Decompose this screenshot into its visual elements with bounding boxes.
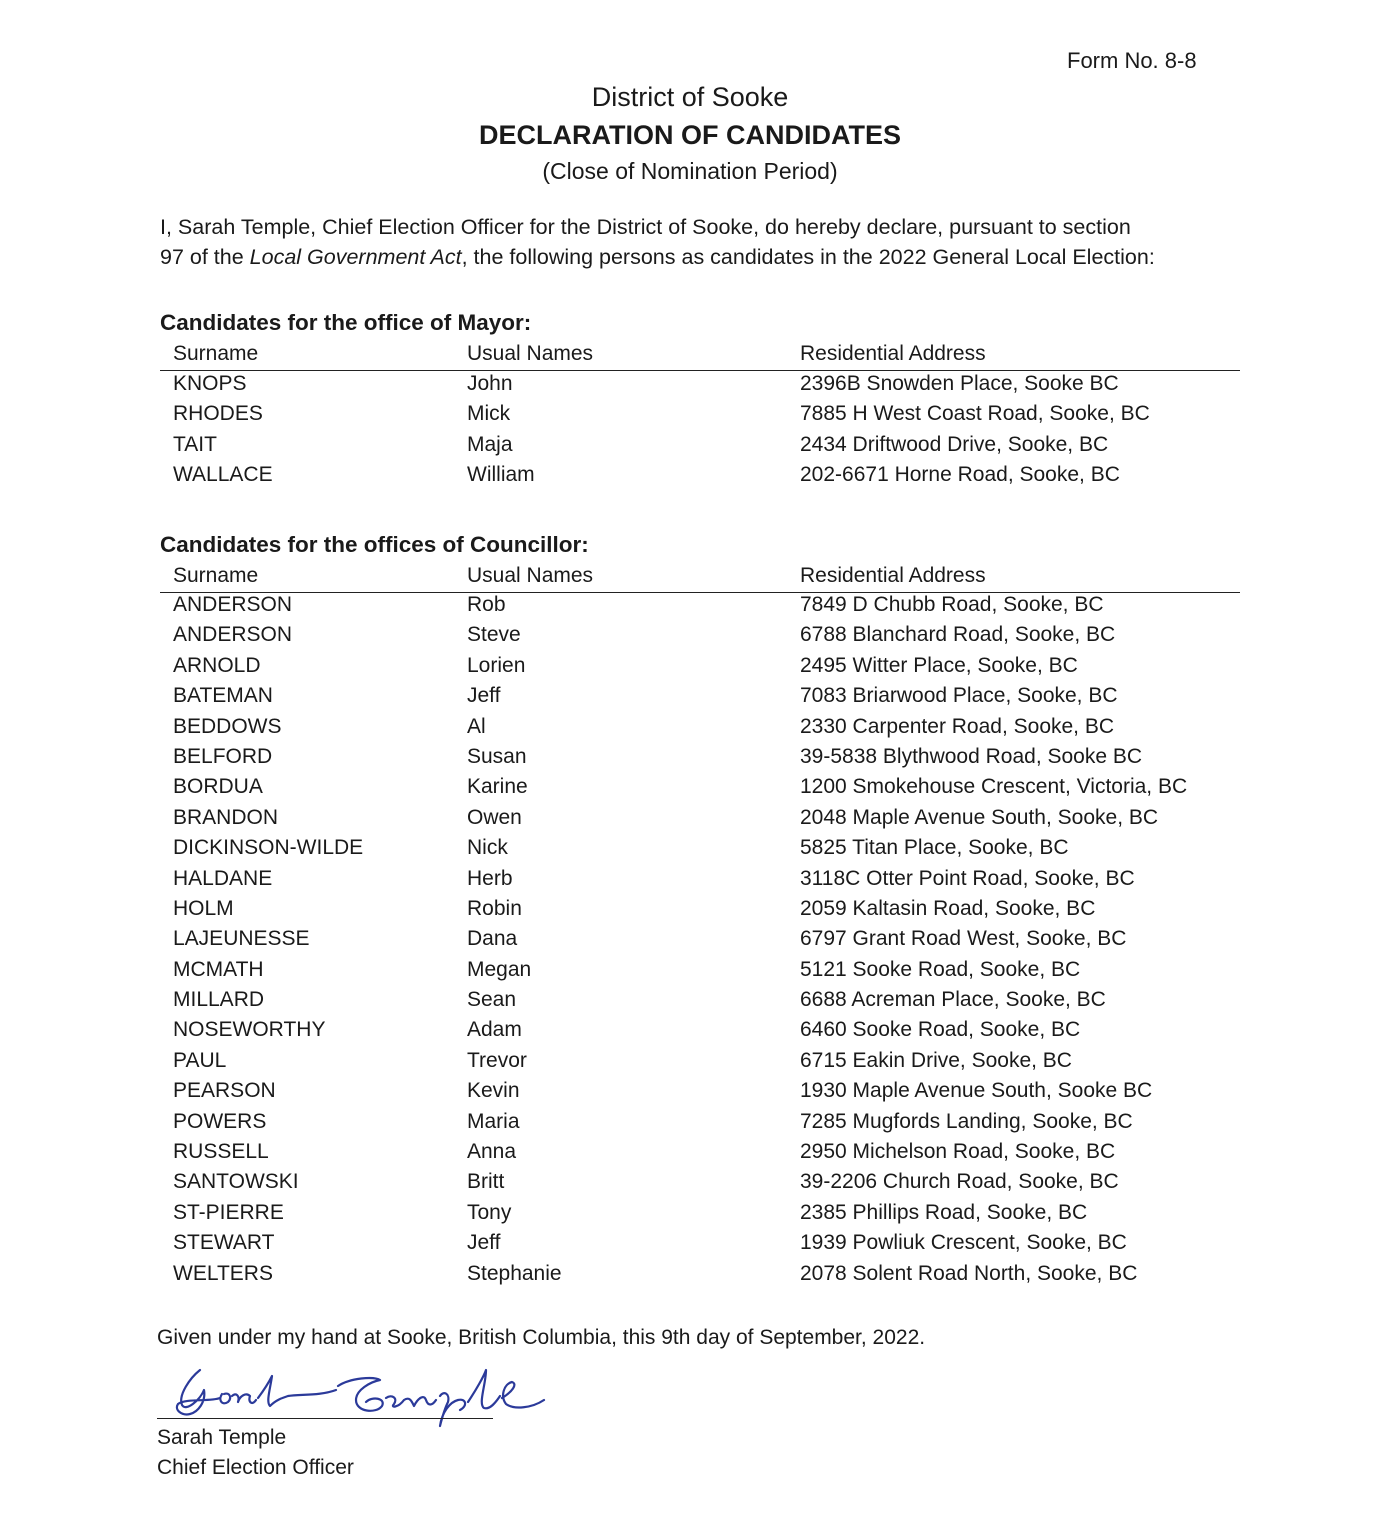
candidate-surname: BATEMAN [173,684,273,708]
table-row [160,593,1240,623]
table-row [160,958,1240,988]
table-row [160,623,1240,653]
candidate-usual-name: John [467,372,513,395]
candidate-usual-name: Owen [467,805,522,829]
column-residential-address: Residential Address [800,564,986,587]
candidate-surname: BELFORD [173,744,273,768]
candidate-surname: BORDUA [173,775,263,799]
candidate-usual-name: Britt [467,1170,505,1194]
candidate-usual-name: Trevor [467,1048,527,1072]
declaration-line-2 [160,242,1240,272]
candidate-surname: STEWART [173,1231,275,1255]
signature-line [157,1418,493,1419]
document-subtitle: (Close of Nomination Period) [542,158,838,184]
candidate-usual-name: Maja [467,432,513,456]
candidate-address: 7285 Mugfords Landing, Sooke, BC [800,1109,1133,1133]
candidate-usual-name: Jeff [467,1231,501,1255]
candidate-surname: KNOPS [173,372,247,395]
candidate-usual-name: Lorien [467,653,526,677]
act-name: Local Government Act [249,245,462,269]
candidate-usual-name: Steve [467,623,521,647]
table-row [160,1170,1240,1200]
table-row [160,433,1240,463]
candidate-address: 7083 Briarwood Place, Sooke, BC [800,684,1118,708]
table-row [160,463,1240,493]
table-row [160,1079,1240,1109]
mayor-table-body [160,372,1240,494]
candidate-address: 2059 Kaltasin Road, Sooke, BC [800,896,1096,920]
candidate-surname: PEARSON [173,1079,276,1103]
declaration-text: , the following persons as candidates in the 2022 General Local Election: [461,245,1155,269]
candidate-surname: BRANDON [173,805,279,829]
candidate-usual-name: Kevin [467,1079,520,1103]
candidate-surname: LAJEUNESSE [173,927,310,951]
candidate-usual-name: Karine [467,775,528,799]
table-row [160,927,1240,957]
column-surname: Surname [173,564,259,587]
column-usual-names: Usual Names [467,564,594,587]
candidate-usual-name: Susan [467,744,527,768]
candidate-surname: MILLARD [173,988,265,1012]
candidate-surname: MCMATH [173,957,264,981]
candidate-address: 2330 Carpenter Road, Sooke, BC [800,714,1115,738]
form-number: Form No. 8-8 [1067,48,1197,73]
candidate-address: 1930 Maple Avenue South, Sooke BC [800,1079,1153,1103]
table-row [160,988,1240,1018]
column-usual-names: Usual Names [467,342,594,365]
candidate-surname: NOSEWORTHY [173,1018,326,1042]
candidate-address: 6797 Grant Road West, Sooke, BC [800,927,1127,951]
candidate-surname: HOLM [173,896,234,920]
candidate-address: 2434 Driftwood Drive, Sooke, BC [800,432,1109,456]
candidate-usual-name: Al [467,714,486,738]
table-row [160,1049,1240,1079]
candidate-address: 2385 Phillips Road, Sooke, BC [800,1200,1088,1224]
candidate-usual-name: Anna [467,1140,517,1164]
candidate-usual-name: Dana [467,927,518,951]
candidate-address: 1200 Smokehouse Crescent, Victoria, BC [800,775,1188,799]
candidate-usual-name: Sean [467,988,517,1012]
candidate-surname: ANDERSON [173,623,293,647]
candidate-address: 5121 Sooke Road, Sooke, BC [800,957,1081,981]
candidate-usual-name: Mick [467,402,511,426]
table-row [160,715,1240,745]
candidate-address: 6688 Acreman Place, Sooke, BC [800,988,1106,1012]
candidate-usual-name: Adam [467,1018,522,1042]
declaration-text: 97 of the [160,245,250,269]
table-row [160,897,1240,927]
candidate-surname: ANDERSON [173,593,293,616]
signatory-name: Sarah Temple [157,1426,287,1449]
candidate-address: 6460 Sooke Road, Sooke, BC [800,1018,1081,1042]
candidate-address: 2048 Maple Avenue South, Sooke, BC [800,805,1159,829]
document-title: DECLARATION OF CANDIDATES [479,120,901,150]
candidate-address: 39-2206 Church Road, Sooke, BC [800,1170,1119,1194]
table-row [160,775,1240,805]
candidate-address: 7885 H West Coast Road, Sooke, BC [800,402,1150,426]
candidate-usual-name: Stephanie [467,1261,562,1285]
mayor-table-header [160,340,1240,371]
column-surname: Surname [173,342,259,365]
candidate-usual-name: Megan [467,957,532,981]
candidate-surname: SANTOWSKI [173,1170,299,1194]
candidate-usual-name: Jeff [467,684,501,708]
candidate-usual-name: Nick [467,836,508,860]
table-row [160,1140,1240,1170]
candidate-address: 2078 Solent Road North, Sooke, BC [800,1261,1138,1285]
table-row [160,654,1240,684]
table-row [160,372,1240,402]
candidate-surname: WELTERS [173,1261,273,1285]
candidate-usual-name: Tony [467,1200,512,1224]
table-row [160,745,1240,775]
declaration-line-1: I, Sarah Temple, Chief Election Officer for the District of Sooke, do hereby declare, pursuant to section [160,215,1131,239]
district-name: District of Sooke [591,82,789,112]
candidate-address: 2950 Michelson Road, Sooke, BC [800,1140,1116,1164]
candidate-usual-name: William [467,463,535,487]
candidate-surname: RUSSELL [173,1140,269,1164]
table-row [160,684,1240,714]
candidate-address: 6788 Blanchard Road, Sooke, BC [800,623,1116,647]
table-row [160,1110,1240,1140]
councillor-section-heading: Candidates for the offices of Councillor: [160,532,589,557]
candidate-surname: WALLACE [173,463,273,487]
candidate-surname: TAIT [173,432,217,456]
candidate-surname: POWERS [173,1109,267,1133]
table-row [160,806,1240,836]
table-row [160,1201,1240,1231]
candidate-address: 2396B Snowden Place, Sooke BC [800,372,1119,395]
candidate-usual-name: Herb [467,866,513,890]
candidate-surname: BEDDOWS [173,714,282,738]
mayor-section-heading: Candidates for the office of Mayor: [160,310,532,335]
candidate-usual-name: Robin [467,896,522,920]
candidate-address: 39-5838 Blythwood Road, Sooke BC [800,744,1143,768]
candidate-address: 7849 D Chubb Road, Sooke, BC [800,593,1104,616]
candidate-address: 202-6671 Horne Road, Sooke, BC [800,463,1120,487]
candidate-address: 3118C Otter Point Road, Sooke, BC [800,866,1135,890]
candidate-address: 5825 Titan Place, Sooke, BC [800,836,1069,860]
candidate-address: 2495 Witter Place, Sooke, BC [800,653,1078,677]
table-row [160,867,1240,897]
column-residential-address: Residential Address [800,342,986,365]
table-row [160,402,1240,432]
table-row [160,1018,1240,1048]
candidate-usual-name: Rob [467,593,506,616]
signatory-title: Chief Election Officer [157,1456,354,1479]
declaration-paragraph [160,212,1240,272]
candidate-surname: DICKINSON-WILDE [173,836,364,860]
candidate-usual-name: Maria [467,1109,520,1133]
councillor-table-header [160,562,1240,593]
councillor-table-body [160,593,1240,1292]
candidate-surname: PAUL [173,1048,227,1072]
table-row [160,836,1240,866]
table-row [160,1231,1240,1261]
candidate-address: 6715 Eakin Drive, Sooke, BC [800,1048,1072,1072]
closing-statement: Given under my hand at Sooke, British Columbia, this 9th day of September, 2022. [157,1326,926,1349]
candidate-address: 1939 Powliuk Crescent, Sooke, BC [800,1231,1127,1255]
candidate-surname: HALDANE [173,866,273,890]
candidate-surname: ST-PIERRE [173,1200,284,1224]
table-row [160,1262,1240,1292]
candidate-surname: RHODES [173,402,263,426]
candidate-surname: ARNOLD [173,653,261,677]
